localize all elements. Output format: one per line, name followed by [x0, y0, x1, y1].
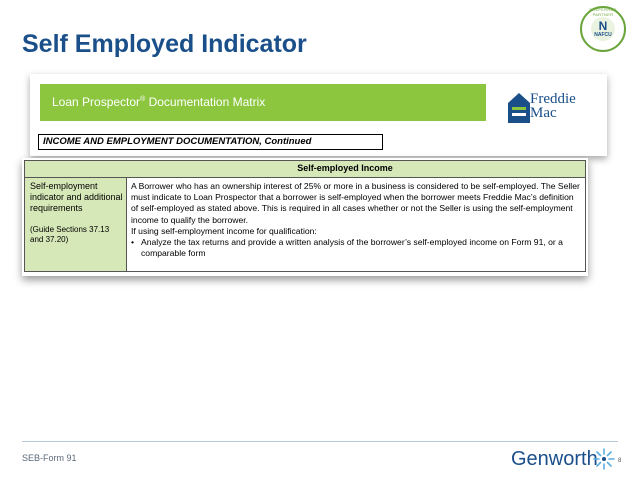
section-label: INCOME AND EMPLOYMENT DOCUMENTATION, Continued	[43, 136, 312, 147]
bullet-item	[131, 237, 583, 259]
documentation-table	[24, 160, 586, 272]
badge-inner	[591, 17, 615, 41]
genworth-brand: Genworth	[511, 448, 598, 470]
requirement-label: Self-employment indicator and additional requirements	[30, 181, 123, 213]
table-left-column	[25, 178, 127, 271]
body-paragraph: A Borrower who has an ownership interest of 25% or more in a business is considered to be self-employed. The Seller must indicate to Loan Prospector that a borrower is self-employed when the borrower meets Freddie Mac’s definition of self-employed as stated above. This is required in all cases whether or not the Seller is using the self-employment income to qualify the borrower.	[131, 181, 580, 225]
document-header-clip	[30, 74, 607, 156]
footer-divider	[22, 441, 618, 442]
matrix-title: Loan Prospector® Documentation Matrix	[52, 95, 266, 109]
bullet-text: Analyze the tax returns and provide a written analysis of the borrower’s self-employed income on Form 91, or a comparable form	[141, 237, 563, 259]
bullet-icon: •	[131, 237, 135, 248]
slide-title: Self Employed Indicator	[22, 30, 307, 58]
matrix-title-bar	[40, 84, 486, 121]
table-header	[25, 161, 585, 178]
freddie-mac-name: Freddie Mac	[530, 91, 576, 121]
table-body	[131, 181, 583, 259]
badge-letter: N	[598, 19, 608, 33]
body-intro: If using self-employment income for qualification:	[131, 225, 317, 236]
genworth-burst-icon	[592, 447, 616, 471]
section-label-box	[38, 134, 383, 150]
documentation-table-clip	[22, 158, 588, 276]
guide-sections: (Guide Sections 37.13 and 37.20)	[30, 225, 110, 244]
table-header-text: Self-employed Income	[297, 163, 393, 173]
freddie-mac-logo	[508, 92, 600, 126]
badge-text: NAFCU	[594, 32, 612, 38]
nafcu-badge-icon	[580, 6, 626, 52]
badge-ring-text: PREFERRED PARTNER	[589, 7, 617, 17]
footer-label: SEB-Form 91	[22, 453, 77, 463]
house-icon	[508, 93, 530, 123]
page-number: 8	[618, 458, 622, 464]
